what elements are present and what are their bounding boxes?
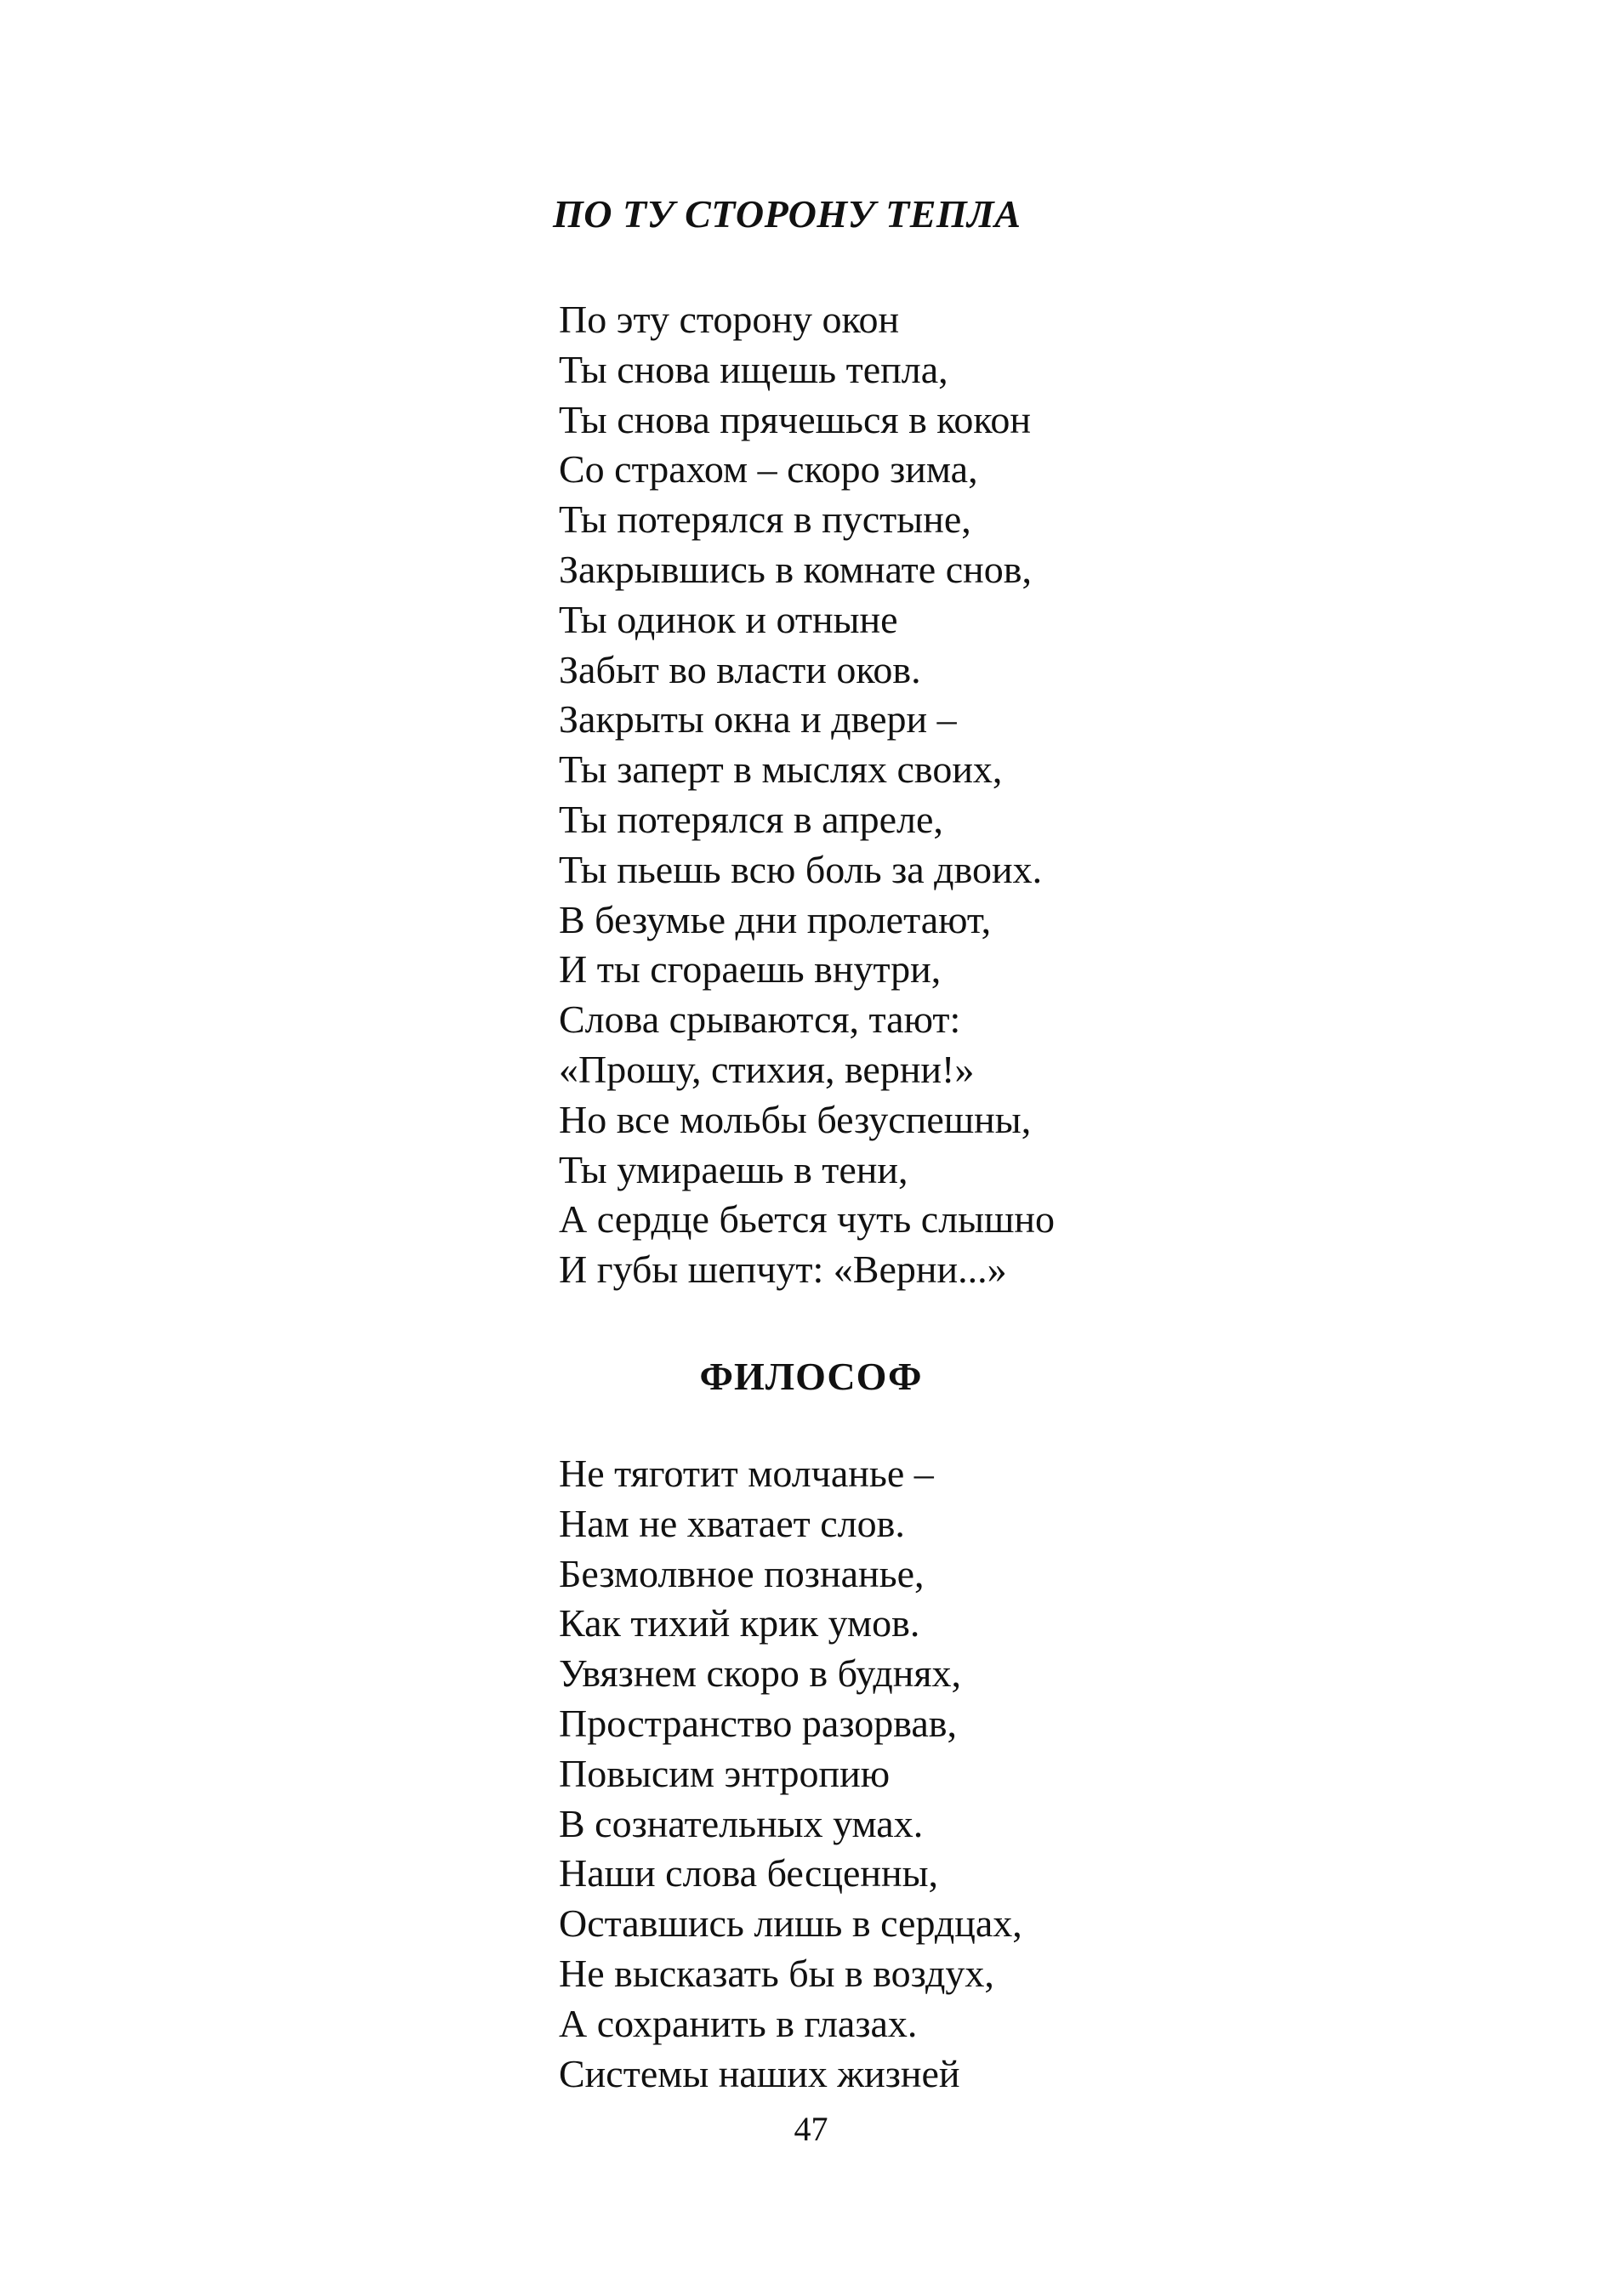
poem-line: Ты заперт в мыслях своих, xyxy=(559,747,1003,792)
poem-line: А сердце бьется чуть слышно xyxy=(559,1197,1056,1242)
poem-line: Ты пьешь всю боль за двоих. xyxy=(559,847,1043,891)
poem-line: Увязнем скоро в буднях, xyxy=(559,1651,962,1696)
poem-title: ПО ТУ СТОРОНУ ТЕПЛА xyxy=(553,192,1022,236)
poem-line: «Прошу, стихия, верни!» xyxy=(559,1047,975,1091)
poem-line: В сознательных умах. xyxy=(559,1801,924,1845)
poem-line: Слова срываются, тают: xyxy=(559,997,961,1042)
poem-line: Пространство разорвав, xyxy=(559,1701,957,1745)
poem-body xyxy=(559,295,1055,1295)
poem-line: Системы наших жизней xyxy=(559,2051,960,2095)
poem-line: По эту сторону окон xyxy=(559,298,900,341)
poem-body xyxy=(559,1449,1022,2099)
poem-line: Безмолвное познанье, xyxy=(559,1551,925,1595)
page-number: 47 xyxy=(794,2110,828,2148)
poem-line: Ты потерялся в апреле, xyxy=(559,797,943,841)
poem-line: Не тяготит молчанье – xyxy=(559,1452,934,1495)
poem-line: Ты снова прячешься в кокон xyxy=(559,397,1031,441)
poem-line: И ты сгораешь внутри, xyxy=(559,947,942,992)
poem-line: Забыт во власти оков. xyxy=(559,647,921,691)
poem-line: Ты потерялся в пустыне, xyxy=(559,497,971,542)
poem-line: Оставшись лишь в сердцах, xyxy=(559,1901,1022,1946)
poem-line: Ты умираешь в тени, xyxy=(559,1147,908,1191)
poem-line: Не высказать бы в воздух, xyxy=(559,1951,994,1995)
poem-line: Но все мольбы безуспешны, xyxy=(559,1097,1032,1141)
poem-line: Закрыты окна и двери – xyxy=(559,697,957,742)
poem-title: ФИЛОСОФ xyxy=(699,1355,923,1398)
poem-line: Со страхом – скоро зима, xyxy=(559,447,978,492)
poem-line: Наши слова бесценны, xyxy=(559,1851,939,1895)
poem-line: Повысим энтропию xyxy=(559,1751,891,1795)
poem-line: Нам не хватает слов. xyxy=(559,1501,905,1545)
poem-line: И губы шепчут: «Верни...» xyxy=(559,1247,1007,1292)
poem-line: Ты одинок и отныне xyxy=(559,597,898,641)
poem-line: А сохранить в глазах. xyxy=(559,2001,918,2045)
poem-line: Как тихий крик умов. xyxy=(559,1601,920,1645)
poem-line: Ты снова ищешь тепла, xyxy=(559,347,948,391)
poem-line: В безумье дни пролетают, xyxy=(559,897,992,941)
poem-line: Закрывшись в комнате снов, xyxy=(559,547,1032,591)
